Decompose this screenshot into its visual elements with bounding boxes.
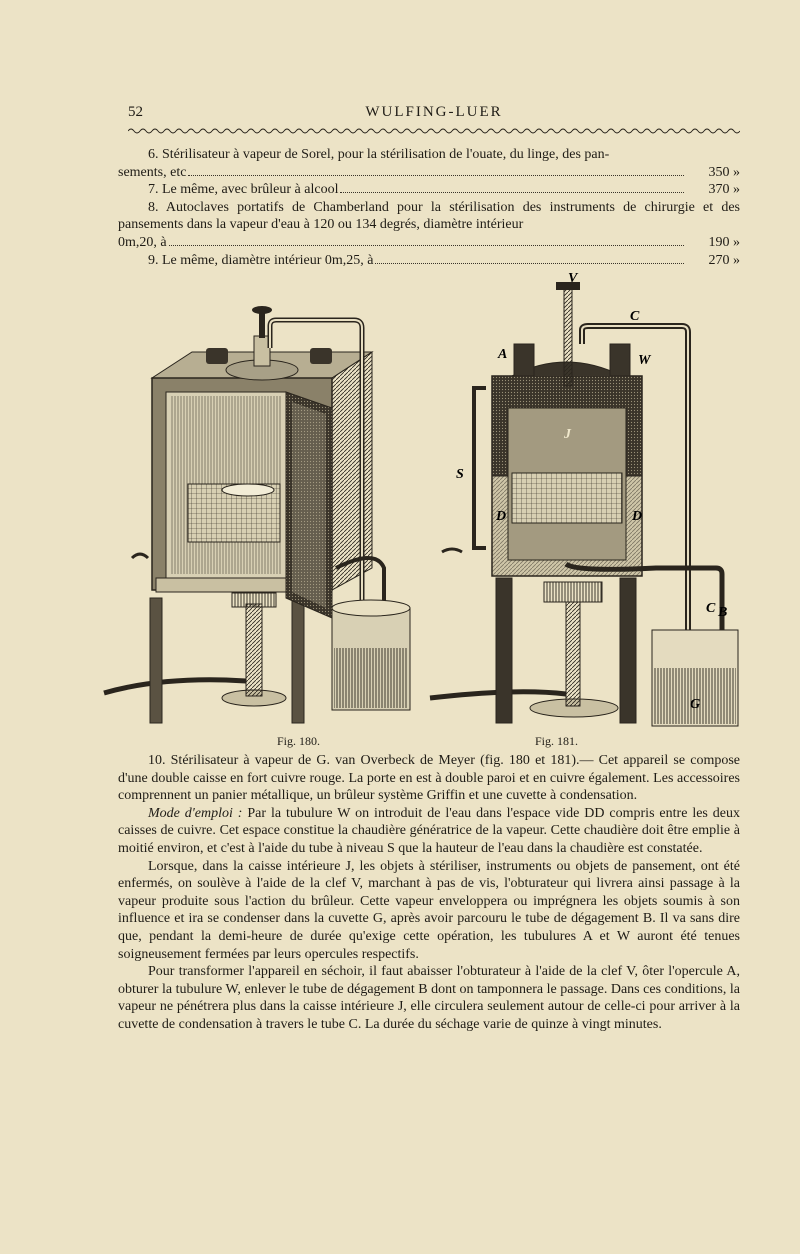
item-leader-line	[118, 252, 740, 270]
fig-label-W: W	[638, 353, 651, 368]
item-text: 0m,20, à	[118, 234, 167, 250]
item-text: 7. Le même, avec brûleur à alcool	[148, 182, 339, 198]
item-price: 270 »	[708, 252, 740, 268]
price-item-9	[118, 252, 740, 270]
item-price: 350 »	[708, 164, 740, 180]
leader-dots	[169, 245, 684, 246]
fig-180-caption: Fig. 180.	[277, 734, 321, 748]
item-leader-line	[118, 181, 740, 199]
header-wavy-rule	[128, 126, 740, 136]
fig-label-C-top: C	[630, 309, 640, 324]
paragraph: Lorsque, dans la caisse intérieure J, les objets à stériliser, instruments ou objets de pansement, ont été enfermés, on soulève à l'aide de la clef V, marchant à pas de vis, l'obturateur qui livrera ainsi passage à la vapeur produite sous l'action du brûleur. Cette vapeur enveloppera ou imprégnera les objets soumis à son influence et ira se condenser dans la cuvette G, après avoir parcouru le tube de dégagement B. Il va sans dire que, pendant la demi-heure de durée qu'exige cette opération, les tubulures A et W auront été tenues soigneusement fermées par leurs opercules respectifs.	[118, 858, 740, 962]
mode-emploi-heading: Mode d'emploi :	[148, 805, 243, 821]
paragraph-text: Par la tubulure W on introduit de l'eau dans l'espace vide DD compris entre les deux caisses de cuivre. Cet espace constitue la chaudière génératrice de la vapeur. Cette chaudière doit être emplie à moitié environ, et c'est à l'aide du tube à niveau S que la hauteur de l'eau dans la chaudière est constatée.	[118, 805, 740, 856]
fig-label-G: G	[690, 697, 701, 712]
fig-label-C-bottom: C	[706, 601, 716, 616]
price-item-8	[118, 199, 740, 252]
fig-180-drawing	[104, 306, 410, 723]
leader-dots	[375, 263, 684, 264]
paragraph: Pour transformer l'appareil en séchoir, il faut abaisser l'obturateur à l'aide de la clef V, ôter l'opercule A, obturer la tubulure W, enlever le tube de dégagement B dont on tamponnera le passage. Dans ces conditions, la vapeur ne pénétrera plus dans la caisse intérieure J, elle circulera seulement autour de celle-ci pour arriver à la cuvette de condensation à travers le tube C. La durée du séchage varie de quinze à vingt minutes.	[118, 964, 740, 1032]
figures-engraving	[96, 268, 766, 736]
item-price: 190 »	[708, 234, 740, 250]
fig-label-S: S	[456, 467, 464, 482]
fig-label-V: V	[568, 271, 578, 286]
page-number: 52	[128, 104, 143, 120]
item-leader-line	[118, 164, 740, 182]
fig-label-B: B	[718, 605, 728, 620]
paragraph	[118, 805, 740, 858]
fig-label-D-left: D	[496, 509, 507, 524]
page-header	[128, 104, 740, 126]
fig-181-caption: Fig. 181.	[535, 734, 579, 748]
leader-dots	[340, 192, 684, 193]
fig-label-J: J	[564, 427, 571, 442]
price-list	[118, 146, 740, 269]
fig-label-D-right: D	[632, 509, 643, 524]
paragraph: 10. Stérilisateur à vapeur de G. van Overbeck de Meyer (fig. 180 et 181).— Cet appareil se compose d'une double caisse en fort cuivre rouge. La porte en est à double paroi et en cuivre également. Les accessoires comprennent un panier métallique, un brûleur système Griffin et une cuvette à condensation.	[118, 753, 740, 804]
item-text: 9. Le même, diamètre intérieur 0m,25, à	[148, 252, 374, 268]
running-title: WULFING-LUER	[365, 104, 503, 120]
item-leader-line	[118, 234, 740, 252]
price-item-7	[118, 181, 740, 199]
price-item-6	[118, 146, 740, 181]
item-text: sements, etc	[118, 164, 187, 180]
item-text: 6. Stérilisateur à vapeur de Sorel, pour la stérilisation de l'ouate, du linge, des pan-	[148, 147, 610, 162]
fig-181-drawing	[430, 271, 738, 726]
fig-label-A: A	[498, 347, 508, 362]
item-text: 8. Autoclaves portatifs de Chamberland pour la stérilisation des instruments de chirurgie et des pansements dans la vapeur d'eau à 120 ou 134 degrés, diamètre intérieur	[118, 199, 740, 233]
leader-dots	[188, 175, 684, 176]
item-price: 370 »	[708, 182, 740, 198]
item-10-description	[118, 752, 740, 1034]
